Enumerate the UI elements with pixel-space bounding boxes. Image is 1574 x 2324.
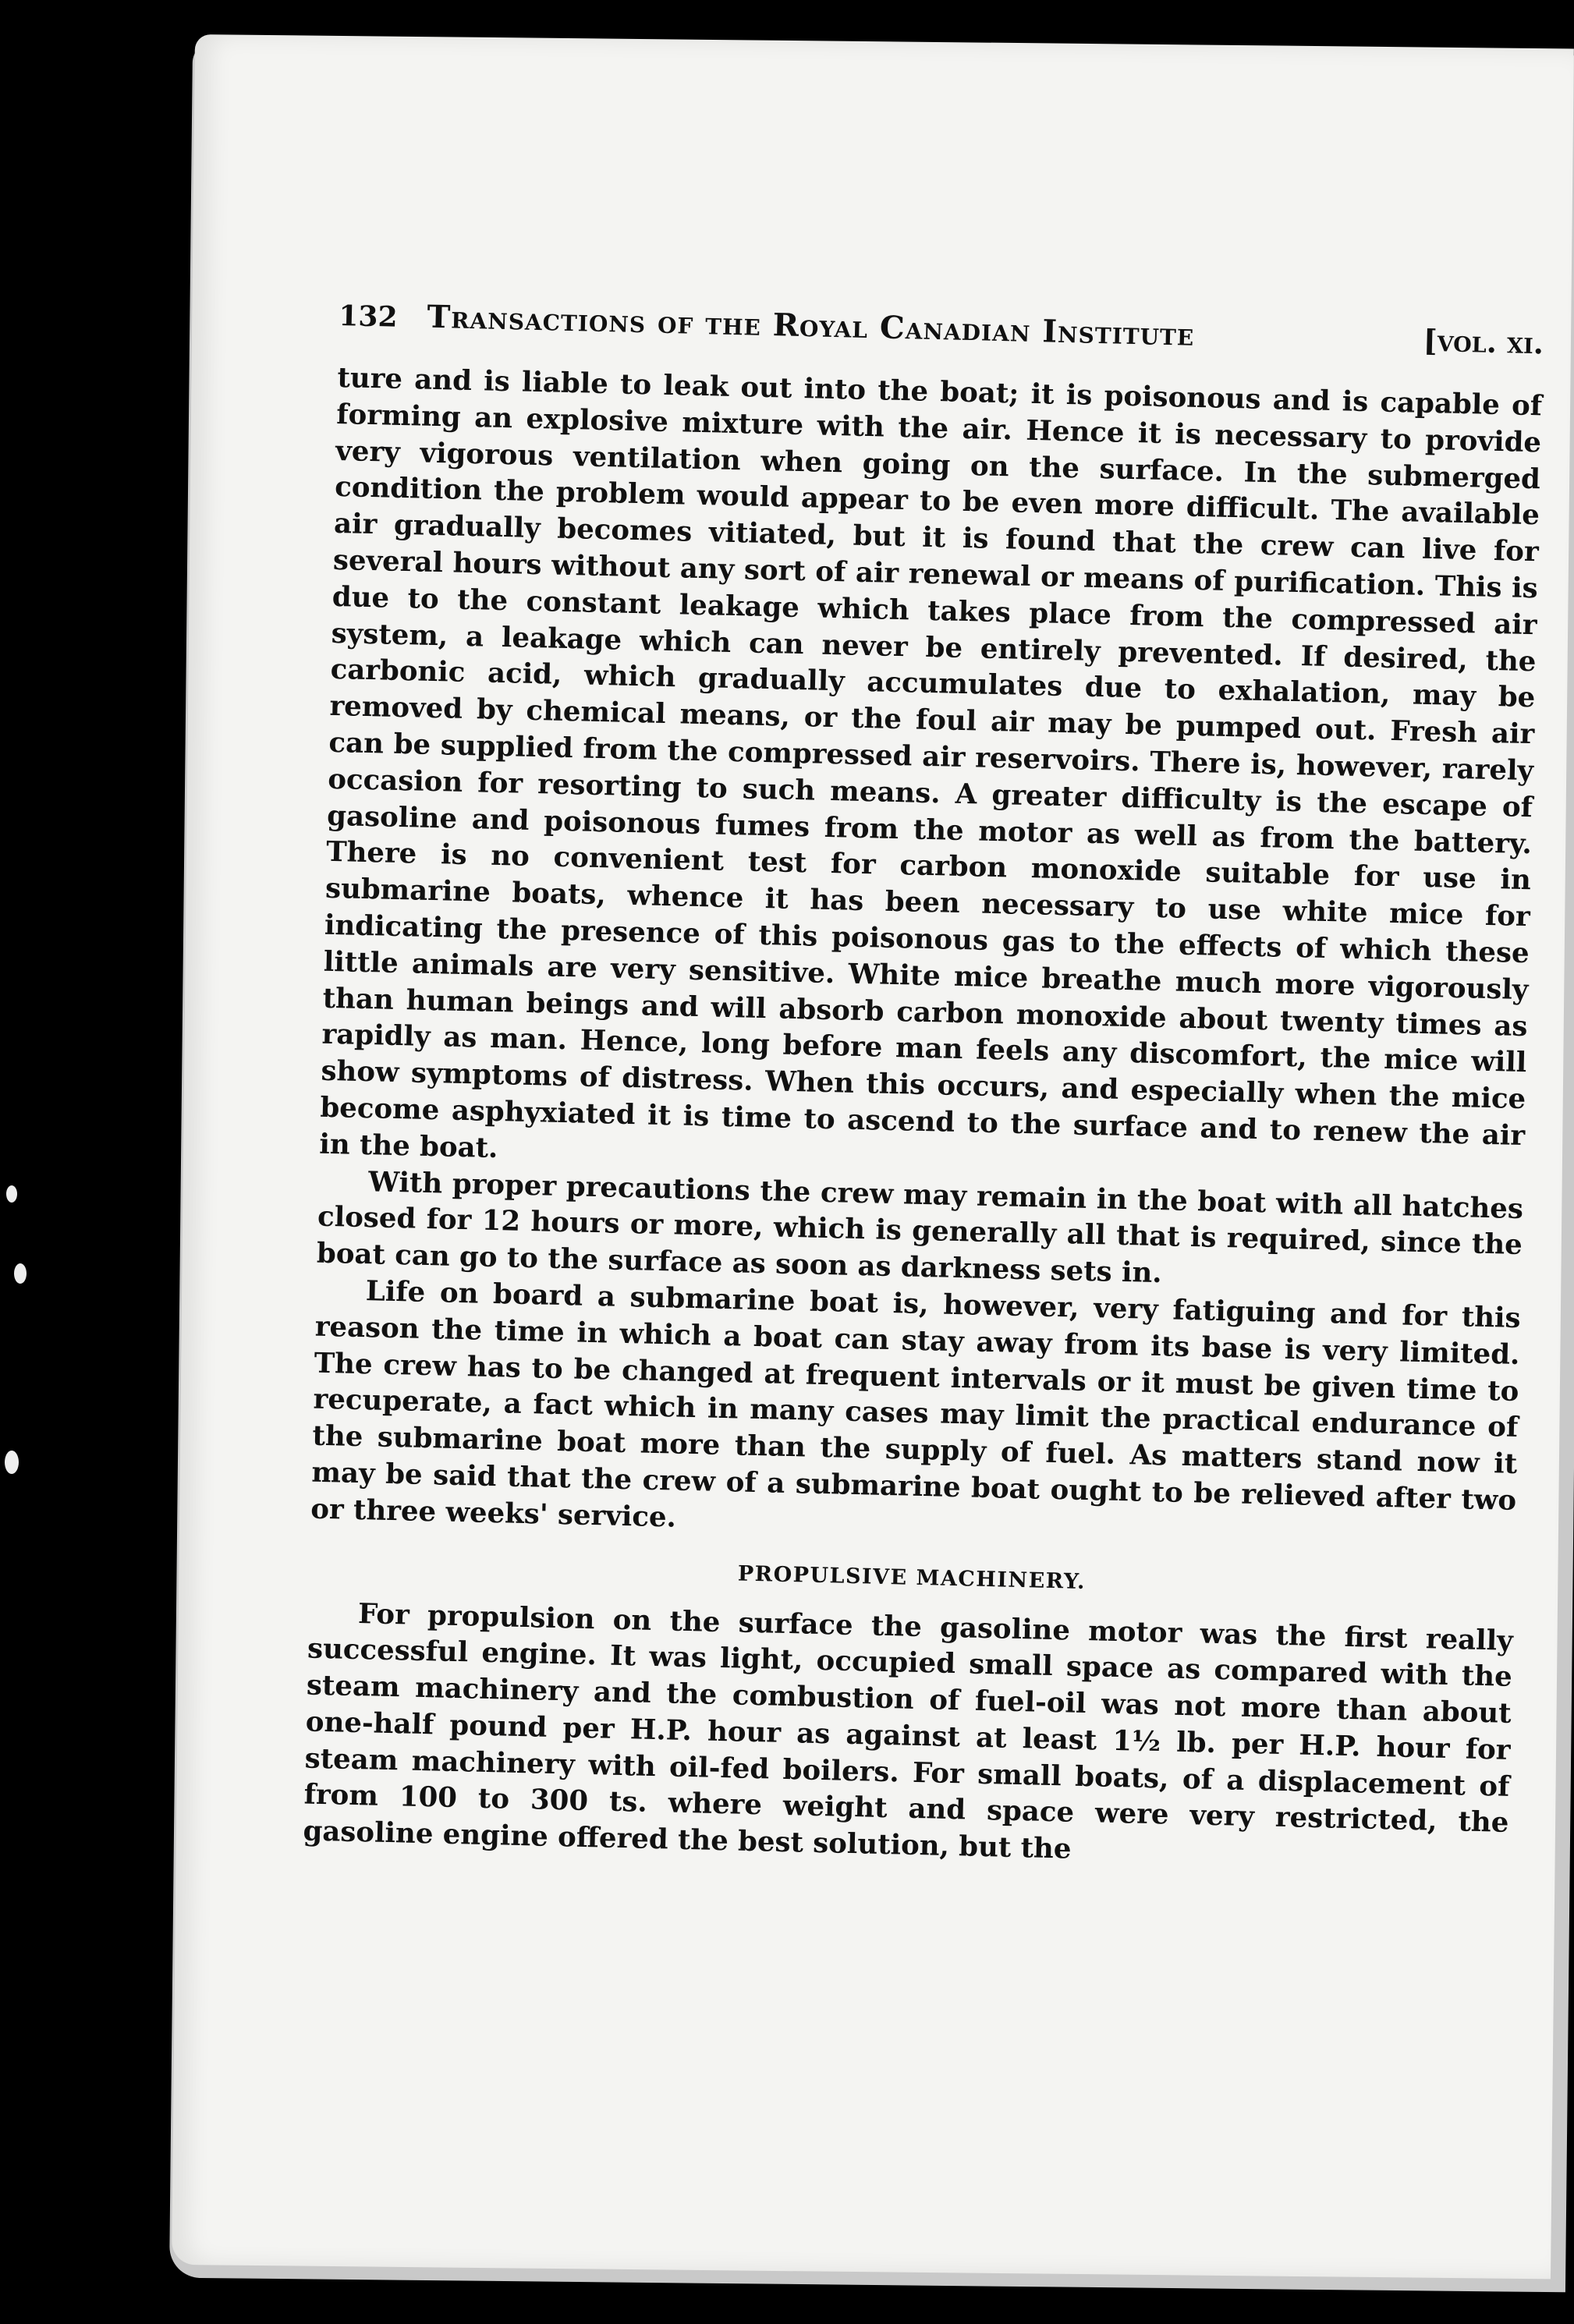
body-paragraph: ture and is liable to leak out into the boat; it is poisonous and is capable of forming an explosive mixture with the air. Hence it is necessary to provide very vigorous ventilation when going on the surface. In the submerged condition the problem would appear to be even more difficult. The available air gradually becomes vitiated, but it is found that the crew can live for several hours without any sort of air renewal or means of purification. This is due to the constant leakage which takes place from the compressed air system, a leakage which can never be entirely prevented. If desired, the carbonic acid, which gradually accumulates due to exhalation, may be removed by chemical means, or the foul air may be pumped out. Fresh air can be supplied from the compressed air reservoirs. There is, however, rarely occasion for resorting to such means. A greater difficulty is the escape of gasoline and poisonous fumes from the motor as well as from the battery. There is no convenient test for carbon monoxide suitable for use in submarine boats, whence it has been necessary to use white mice for indicating the presence of this poisonous gas to the effects of which these little animals are very sensitive. White mice breathe much more vigorously than human beings and will absorb carbon monoxide about twenty times as rapidly as man. Hence, long before man feels any discomfort, the mice will show symptoms of distress. When this occurs, and especially when the mice become asphyxiated it is time to ascend to the surface and to renew the air in the boat. — [318, 361, 1543, 1164]
dust-speck — [6, 1185, 17, 1203]
page-number: 132 — [338, 299, 399, 334]
body-paragraph: For propulsion on the surface the gasoline motor was the first really successful engine. It was light, occupied small space as compared with the steam machinery and the combustion of fuel-oil was not more than about one-half pound per H.P. hour as against at least 1½ lb. per H.P. hour for steam machinery with oil-fed boilers. For small boats, of a displacement of from 100 to 300 ts. where weight and space were very restricted, the gasoline engine offered the best solution, but the — [303, 1597, 1514, 1865]
body-paragraph: With proper precautions the crew may remain in the boat with all hatches closed for 12 hours or more, which is generally all that is required, since the boat can go to the surface as soon as darkness sets in. — [316, 1165, 1524, 1290]
dust-speck — [14, 1263, 27, 1284]
volume-label: [vol. xi. — [1423, 322, 1544, 361]
page-content — [303, 296, 1544, 1879]
running-head-title: Transactions of the Royal Canadian Institute — [427, 298, 1195, 353]
body-paragraph: Life on board a submarine boat is, however, very fatiguing and for this reason the time in which a boat can stay away from its base is very limited. The crew has to be changed at frequent intervals or it must be given time to recuperate, a fact which in many cases may limit the practical endurance of the submarine boat more than the supply of fuel. As matters stand now it may be said that the crew of a submarine boat ought to be relieved after two or three weeks' service. — [310, 1275, 1522, 1534]
dust-speck — [5, 1451, 19, 1474]
section-heading: PROPULSIVE MACHINERY. — [737, 1561, 1087, 1594]
